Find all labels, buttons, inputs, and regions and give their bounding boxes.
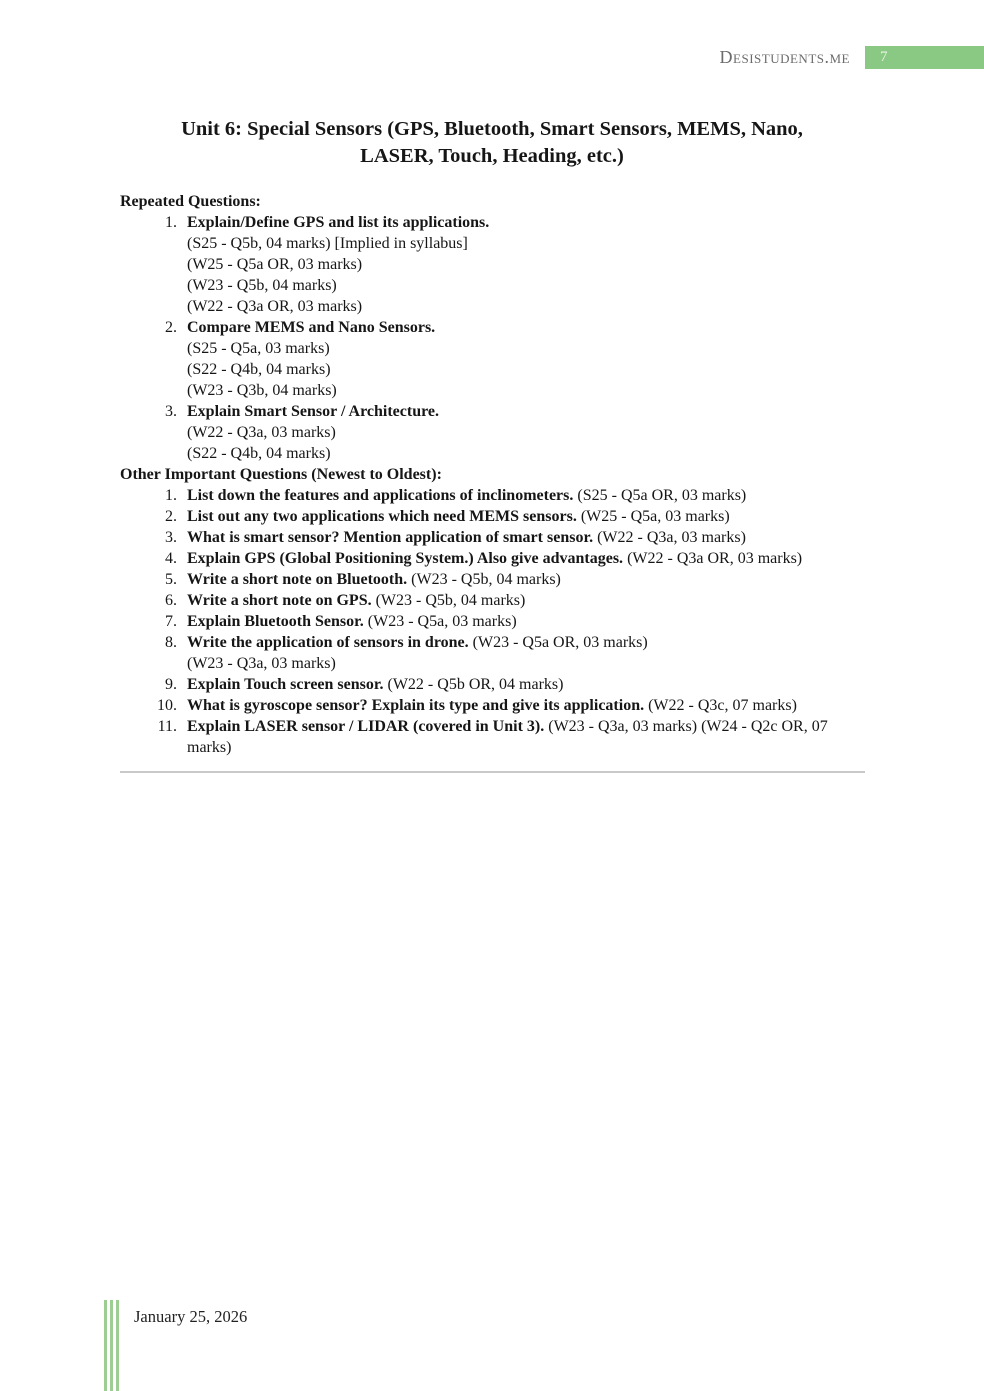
question-item bbox=[181, 317, 865, 401]
question-item bbox=[181, 548, 865, 569]
question-item bbox=[181, 590, 865, 611]
question-text: Write the application of sensors in drone. bbox=[187, 634, 469, 651]
marks-line: (W25 - Q5a OR, 03 marks) bbox=[187, 256, 363, 273]
page-footer bbox=[104, 1300, 247, 1391]
question-text: Explain GPS (Global Positioning System.) Also give advantages. bbox=[187, 550, 624, 567]
marks-line: (S22 - Q4b, 04 marks) bbox=[187, 445, 331, 462]
marks-line: (S25 - Q5a, 03 marks) bbox=[187, 340, 330, 357]
question-marks: (W23 - Q5a OR, 03 marks) bbox=[472, 634, 648, 651]
section-heading: Repeated Questions: bbox=[120, 193, 261, 210]
question-item bbox=[181, 527, 865, 548]
question-marks: (W25 - Q5a, 03 marks) bbox=[580, 508, 730, 525]
question-marks: (W22 - Q5b OR, 04 marks) bbox=[387, 676, 564, 693]
question-sections bbox=[120, 191, 865, 758]
question-text: Write a short note on Bluetooth. bbox=[187, 571, 408, 588]
question-text: List out any two applications which need MEMS sensors. bbox=[187, 508, 577, 525]
page-title-line-2: LASER, Touch, Heading, etc.) bbox=[360, 145, 624, 167]
question-text: List down the features and applications of inclinometers. bbox=[187, 487, 574, 504]
content-divider bbox=[120, 771, 865, 773]
question-item bbox=[181, 695, 865, 716]
page-number: 7 bbox=[880, 49, 888, 65]
question-list bbox=[120, 212, 865, 464]
question-text: Explain/Define GPS and list its applications. bbox=[187, 214, 490, 231]
marks-line: (W22 - Q3a OR, 03 marks) bbox=[187, 298, 363, 315]
page-header bbox=[0, 0, 984, 69]
question-text: Explain Touch screen sensor. bbox=[187, 676, 384, 693]
question-marks: (W22 - Q3c, 07 marks) bbox=[648, 697, 797, 714]
question-marks: (W22 - Q3a OR, 03 marks) bbox=[627, 550, 803, 567]
question-marks: (W23 - Q5a, 03 marks) bbox=[367, 613, 517, 630]
page-number-badge bbox=[865, 46, 984, 69]
question-item bbox=[181, 674, 865, 695]
question-marks: (S25 - Q5a OR, 03 marks) bbox=[577, 487, 747, 504]
question-item bbox=[181, 506, 865, 527]
question-text: What is gyroscope sensor? Explain its type and give its application. bbox=[187, 697, 645, 714]
question-text: Compare MEMS and Nano Sensors. bbox=[187, 319, 436, 336]
marks-line: (W22 - Q3a, 03 marks) bbox=[187, 424, 336, 441]
question-marks: (W23 - Q5b, 04 marks) bbox=[411, 571, 561, 588]
question-text: Explain Smart Sensor / Architecture. bbox=[187, 403, 439, 420]
question-text: Explain LASER sensor / LIDAR (covered in Unit 3). bbox=[187, 718, 545, 735]
question-list bbox=[120, 485, 865, 758]
question-item bbox=[181, 485, 865, 506]
question-marks: (W22 - Q3a, 03 marks) bbox=[597, 529, 746, 546]
question-text: What is smart sensor? Mention application of smart sensor. bbox=[187, 529, 594, 546]
footer-date: January 25, 2026 bbox=[134, 1307, 248, 1326]
question-marks: (W23 - Q5b, 04 marks) bbox=[375, 592, 526, 609]
page-title bbox=[60, 116, 924, 170]
question-item bbox=[181, 212, 865, 317]
question-item bbox=[181, 611, 865, 632]
green-bars-icon bbox=[104, 1300, 119, 1391]
question-item bbox=[181, 569, 865, 590]
marks-line: (S22 - Q4b, 04 marks) bbox=[187, 361, 331, 378]
questions-content bbox=[120, 191, 865, 773]
question-item bbox=[181, 716, 865, 758]
marks-line: (W23 - Q3a, 03 marks) bbox=[187, 655, 336, 672]
page-title-line-1: Unit 6: Special Sensors (GPS, Bluetooth, Smart Sensors, MEMS, Nano, bbox=[181, 118, 803, 140]
question-text: Write a short note on GPS. bbox=[187, 592, 372, 609]
question-marks: (W23 - Q3a, 03 marks) (W24 - Q2c OR, 07 marks) bbox=[187, 718, 828, 756]
question-item bbox=[181, 632, 865, 674]
question-text: Explain Bluetooth Sensor. bbox=[187, 613, 364, 630]
question-item bbox=[181, 401, 865, 464]
marks-line: (W23 - Q5b, 04 marks) bbox=[187, 277, 337, 294]
marks-line: (S25 - Q5b, 04 marks) [Implied in syllabus] bbox=[187, 235, 468, 252]
site-name: Desistudents.me bbox=[719, 47, 850, 67]
marks-line: (W23 - Q3b, 04 marks) bbox=[187, 382, 337, 399]
section-heading: Other Important Questions (Newest to Oldest): bbox=[120, 466, 442, 483]
